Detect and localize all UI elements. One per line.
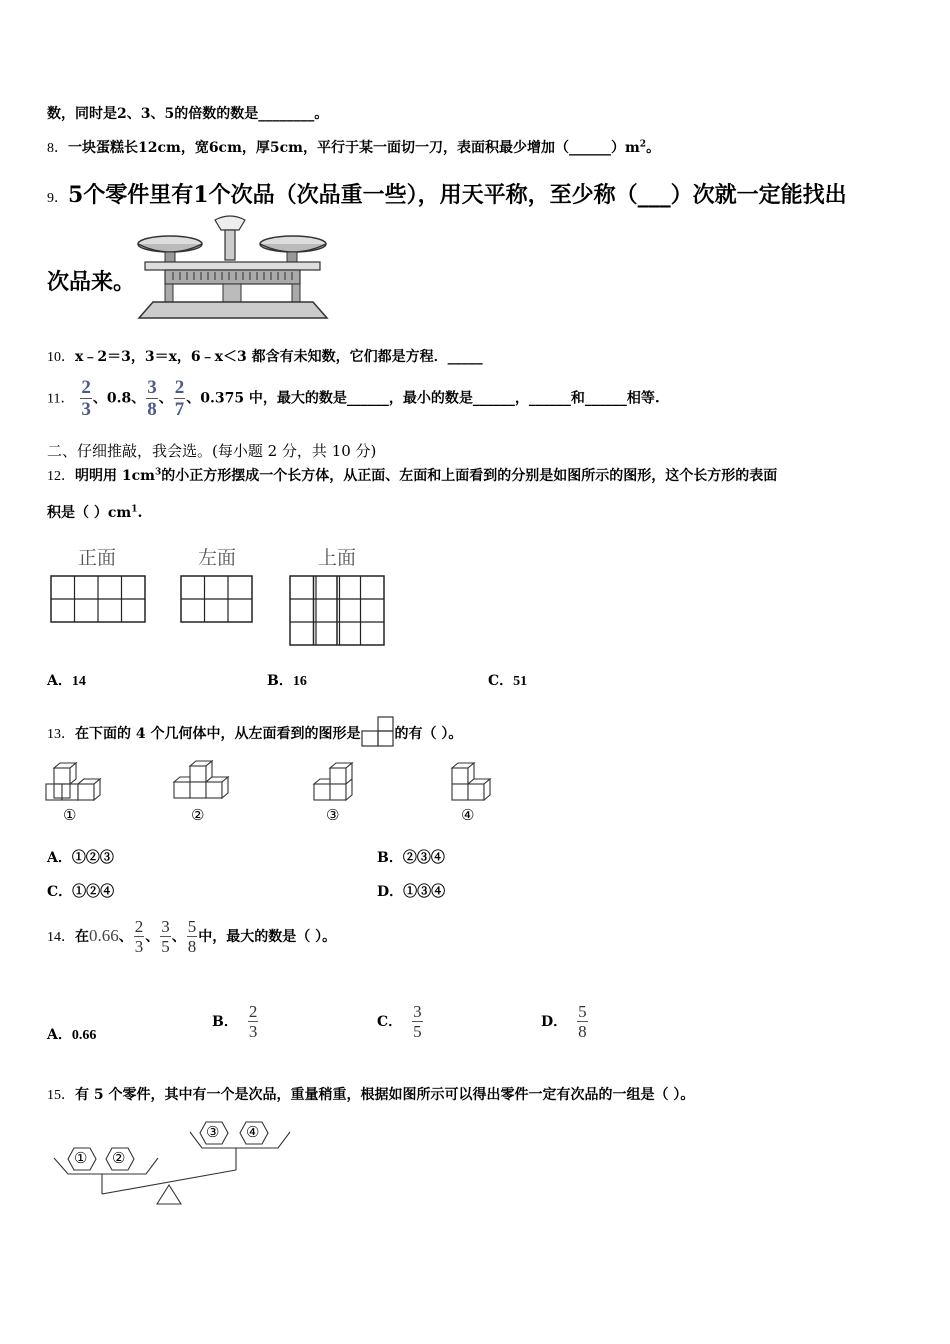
denominator: 3 [248,1021,258,1041]
q14-option-b[interactable] [212,998,259,1044]
q14-option-c[interactable] [377,998,424,1044]
geometry-figure-3 [312,760,362,804]
denominator: 3 [134,936,144,956]
question-text: 有 5 个零件，其中有一个是次品，重量稍重，根据如图所示可以得出零件一定有次品的一组是（ ）。 [75,1087,695,1103]
option-value: ①②③ [71,850,114,866]
question-number: 13． [47,727,75,742]
option-key: B． [377,850,403,866]
separator: 、 [118,929,133,945]
section-2-heading: 二、仔细推敲，我会选。(每小题 2 分，共 10 分) [47,442,377,460]
option-value: 51 [513,674,528,689]
question-number: 9． [47,191,68,206]
option-value: 0.66 [71,1028,97,1043]
superscript: 3 [154,467,162,478]
tilted-balance-diagram [50,1118,310,1210]
question-14 [47,912,336,960]
q14-option-a[interactable] [47,1024,96,1044]
numerator: 5 [187,916,197,936]
question-number: 12． [47,469,75,484]
option-key: C． [47,884,73,900]
denominator: 3 [81,399,91,420]
part-label-3: ③ [206,1123,220,1141]
fraction [187,918,198,955]
option-key: B． [212,1014,238,1030]
decimal-value: 0.66 [89,926,119,945]
fraction [160,918,171,955]
question-text: 、0.8、 [92,390,146,407]
question-text: 明明用 1cm [75,468,155,484]
question-13 [47,716,462,748]
question-text: 在 [75,929,89,945]
geometry-figure-2 [172,758,234,802]
numerator: 5 [578,1001,587,1021]
superscript: 1 [131,504,138,515]
denominator: 8 [187,936,197,956]
question-number: 8． [47,141,68,156]
q13-option-d[interactable] [377,881,445,901]
top-view-grid [289,575,385,646]
option-key: C． [488,673,514,689]
numerator: 2 [248,1001,258,1021]
geometry-figure-1 [44,760,106,804]
numerator: 3 [161,916,170,936]
question-text: . [137,505,143,521]
fraction [248,1003,259,1040]
question-text: 5个零件里有1个次品（次品重一些），用天平称，至少称（___）次就一定能找出 [68,182,847,208]
fraction [412,1003,423,1040]
separator: 、 [145,929,160,945]
question-15 [47,1084,694,1104]
question-text: 一块蛋糕长12cm，宽6cm，厚5cm，平行于某一面切一刀，表面积最少增加（______）m [68,140,640,156]
question-text: x﹣2＝3，3＝x，6﹣x＜3 都含有未知数，它们都是方程．_____ [75,349,483,365]
question-number: 15． [47,1088,75,1103]
q12-option-b[interactable] [267,670,307,690]
question-8 [47,137,660,157]
option-key: D． [377,884,404,900]
fraction [174,378,186,419]
q13-option-b[interactable] [377,847,445,867]
denominator: 8 [578,1021,587,1041]
question-text: 、0.375 中，最大的数是______，最小的数是______，______和______相等. [186,390,660,407]
option-value: ①②④ [72,884,115,900]
option-key: A． [47,673,72,689]
view-label-top: 上面 [318,547,357,569]
question-9-line2: 次品来。 [47,269,136,295]
question-text: 、 [158,390,173,407]
option-key: B． [267,673,293,689]
question-text: 积是（ ）cm [47,505,132,521]
q13-option-c[interactable] [47,881,114,901]
option-value: 14 [71,674,86,689]
q12-option-c[interactable] [488,670,527,690]
question-text: 在下面的 4 个几何体中，从左面看到的图形是 [75,726,361,742]
question-text: 中，最大的数是（ ）。 [198,929,337,945]
denominator: 8 [147,399,157,420]
question-number: 11． [47,391,75,407]
question-9-line1 [47,178,847,209]
option-value: ②③④ [402,850,445,866]
q13-option-a[interactable] [47,847,114,867]
figure-label-1: ① [63,806,77,824]
question-10 [47,346,483,366]
denominator: 7 [174,399,185,420]
part-label-2: ② [112,1149,126,1167]
figure-label-4: ④ [461,806,475,824]
q7-tail: 数，同时是2、3、5的倍数的数是________。 [47,106,329,122]
view-label-front: 正面 [78,547,117,569]
left-view-grid [180,575,253,623]
question-end: 。 [646,140,661,156]
question-12-line2 [47,502,142,522]
left-view-shape-icon [361,716,395,748]
view-label-left: 左面 [198,547,237,569]
option-key: A． [47,1027,72,1043]
part-label-1: ① [74,1149,88,1167]
option-key: A． [47,850,72,866]
denominator: 5 [413,1021,422,1041]
figure-label-2: ② [191,806,205,824]
q12-option-a[interactable] [47,670,86,690]
option-key: D． [541,1014,568,1030]
fraction [134,918,145,955]
fraction [80,378,92,419]
fraction [577,1003,588,1040]
option-value: 16 [292,674,307,689]
separator: 、 [171,929,186,945]
front-view-grid [50,575,146,623]
question-11 [47,378,660,419]
fraction [146,378,158,419]
q14-option-d[interactable] [541,998,589,1044]
question-number: 14． [47,930,75,945]
question-text: 的有（ ）。 [394,726,463,742]
question-number: 10． [47,350,75,365]
numerator: 3 [413,1001,422,1021]
numerator: 2 [174,377,185,398]
numerator: 2 [134,916,144,936]
question-text: 的小正方形摆成一个长方体，从正面、左面和上面看到的分别是如图所示的图形，这个长方形的表面 [161,468,778,484]
option-key: C． [377,1014,403,1030]
numerator: 2 [81,377,91,398]
balance-scale-image [135,212,330,322]
superscript: 2 [639,139,647,150]
figure-label-3: ③ [326,806,340,824]
geometry-figure-4 [450,760,500,804]
denominator: 5 [161,936,170,956]
option-value: ①③④ [403,884,446,900]
part-label-4: ④ [246,1123,260,1141]
numerator: 3 [147,377,157,398]
question-12-line1 [47,465,777,485]
